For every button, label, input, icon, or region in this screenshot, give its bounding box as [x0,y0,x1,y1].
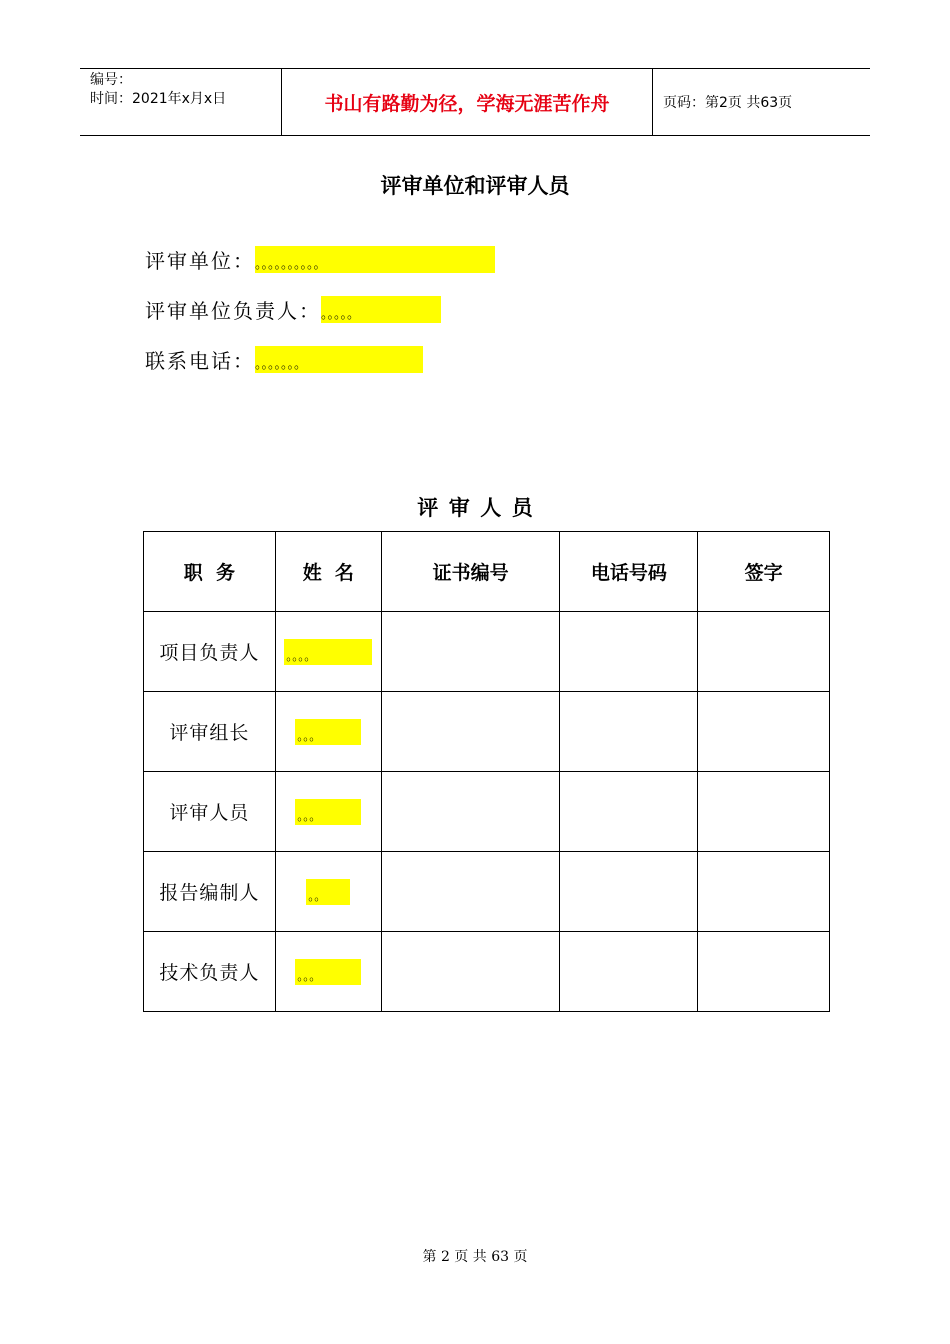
role-cell: 报告编制人 [144,852,276,932]
info-label: 联系电话： [145,348,255,373]
role-cell: 评审人员 [144,772,276,852]
phone-cell[interactable] [560,932,698,1012]
column-header-signature: 签字 [698,532,830,612]
column-header-certificate: 证书编号 [381,532,560,612]
table-header-row [144,532,830,612]
role-cell: 评审组长 [144,692,276,772]
role-cell: 项目负责人 [144,612,276,692]
signature-cell[interactable] [698,852,830,932]
signature-cell[interactable] [698,772,830,852]
name-cell: 。。 [275,852,381,932]
certificate-cell[interactable] [381,852,560,932]
info-placeholder: 。。。。。。。 [255,346,423,373]
certificate-cell[interactable] [381,692,560,772]
page-title: 评审单位和评审人员 [380,173,570,198]
certificate-cell[interactable] [381,612,560,692]
header-page-info: 页码：第2页 共63页 [663,95,793,111]
info-label: 评审单位负责人： [145,298,321,323]
info-label: 评审单位： [145,248,255,273]
name-cell: 。。。 [275,932,381,1012]
phone-cell[interactable] [560,692,698,772]
document-time-label: 时间：2021年x月x日 [90,91,227,107]
name-cell: 。。。 [275,692,381,772]
page-header [80,68,870,136]
table-row [144,612,830,692]
certificate-cell[interactable] [381,772,560,852]
info-line-phone [145,344,423,374]
table-row [144,772,830,852]
column-header-role: 职 务 [144,532,276,612]
phone-cell[interactable] [560,772,698,852]
phone-cell[interactable] [560,612,698,692]
page-footer: 第 2 页 共 63 页 [422,1249,528,1265]
signature-cell[interactable] [698,612,830,692]
header-meta [90,71,226,109]
column-header-name: 姓 名 [275,532,381,612]
table-row [144,932,830,1012]
document-number-label: 编号： [90,72,132,88]
name-cell: 。。。。 [275,612,381,692]
info-placeholder: 。。。。。 [321,296,441,323]
phone-cell[interactable] [560,852,698,932]
table-row [144,692,830,772]
column-header-phone: 电话号码 [560,532,698,612]
staff-section-title: 评审人员 [417,495,544,520]
staff-table [143,531,830,1012]
role-cell: 技术负责人 [144,932,276,1012]
header-motto: 书山有路勤为径，学海无涯苦作舟 [281,69,653,135]
info-line-unit [145,244,495,274]
name-cell: 。。。 [275,772,381,852]
signature-cell[interactable] [698,692,830,772]
info-placeholder: 。。。。。。。。。。 [255,246,495,273]
info-line-unit-head [145,294,441,324]
certificate-cell[interactable] [381,932,560,1012]
table-row [144,852,830,932]
signature-cell[interactable] [698,932,830,1012]
